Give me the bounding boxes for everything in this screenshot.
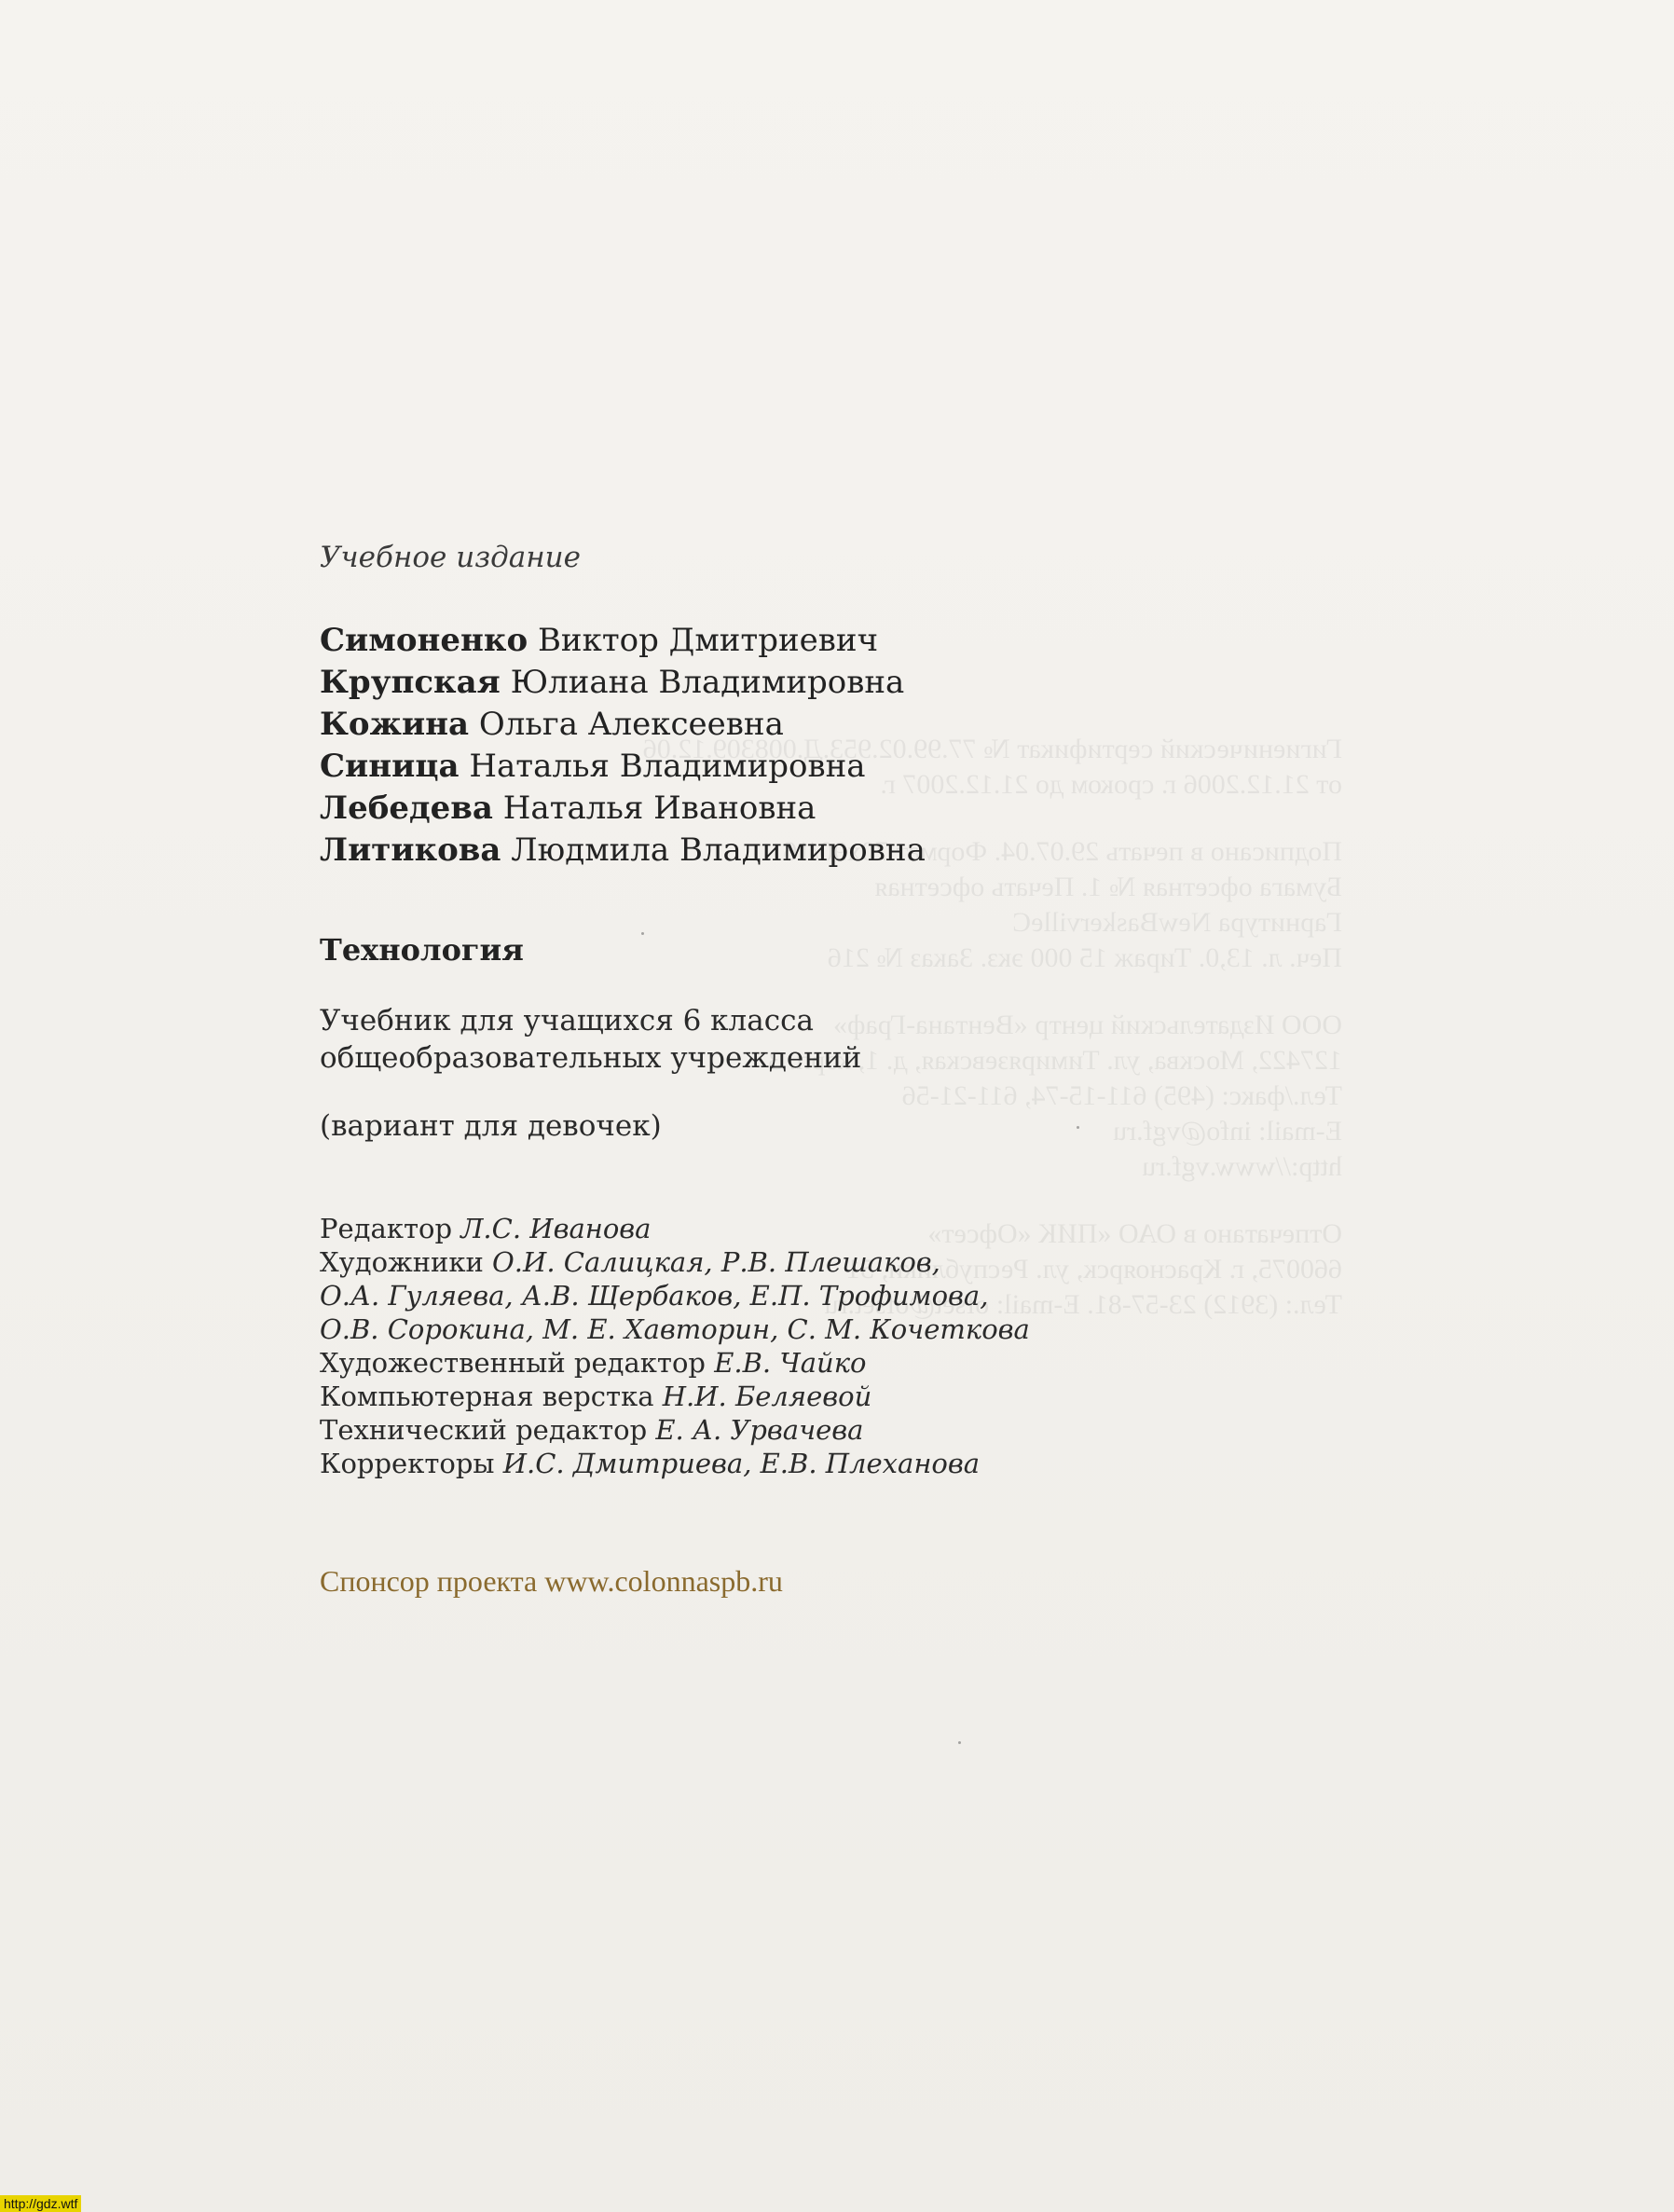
credit-name: Н.И. Беляевой: [662, 1381, 872, 1412]
credit-label: Компьютерная верстка: [320, 1381, 654, 1412]
author-row: [320, 620, 926, 662]
author-row: [320, 830, 926, 872]
paper-speck: [1077, 1126, 1079, 1129]
credit-label: Редактор: [320, 1213, 453, 1244]
paper-speck: [641, 932, 644, 935]
credit-editor: [320, 1212, 1030, 1245]
book-subtitle: [320, 1002, 861, 1077]
author-row: [320, 746, 926, 788]
show-through-line: Тел.: (3912) 23-57-81. E-mail: ofset@ofset.ru: [824, 1289, 1342, 1320]
show-through-line: E-mail: info@vgf.ru: [1113, 1116, 1342, 1147]
show-through-line: Печ. л. 13,0. Тираж 15 000 экз. Заказ № 216: [827, 942, 1342, 973]
subtitle-line: Учебник для учащихся 6 класса: [320, 1004, 814, 1037]
author-surname: Литикова: [320, 831, 501, 869]
credit-name: Л.С. Иванова: [460, 1213, 652, 1244]
credit-label: Художники: [320, 1246, 484, 1278]
credit-artists-cont: [320, 1312, 1030, 1346]
author-row: [320, 704, 926, 746]
watermark-link[interactable]: http://gdz.wtf: [0, 2195, 81, 2212]
author-surname: Крупская: [320, 664, 501, 701]
credit-proofreaders: [320, 1447, 1030, 1480]
show-through-line: Подписано в печать 29.07.04. Формат 70х90/16: [783, 836, 1342, 867]
author-given-name: Наталья Владимировна: [469, 748, 866, 785]
credit-name: О.И. Салицкая, Р.В. Плешаков,: [492, 1246, 940, 1278]
credit-name: И.С. Дмитриева, Е.В. Плеханова: [502, 1448, 981, 1479]
sponsor-line: Спонсор проекта www.colonnaspb.ru: [320, 1564, 783, 1598]
author-given-name: Наталья Ивановна: [502, 790, 816, 827]
show-through-line: от 21.12.2006 г. сроком до 21.12.2007 г.: [880, 769, 1342, 800]
credit-label: Корректоры: [320, 1448, 495, 1479]
credit-name: О.А. Гуляева, А.В. Щербаков, Е.П. Трофимова,: [320, 1280, 989, 1312]
credit-name: О.В. Сорокина, М. Е. Хавторин, С. М. Кочеткова: [320, 1313, 1030, 1345]
show-through-line: 660075, г. Красноярск, ул. Республики, 51: [846, 1254, 1342, 1285]
credit-name: Е. А. Урвачева: [655, 1414, 864, 1446]
credit-artists: [320, 1245, 1030, 1279]
show-through-line: Гарнитура NewBaskervilleC: [1012, 907, 1342, 938]
author-surname: Синица: [320, 748, 460, 785]
show-through-line: Тел./факс: (495) 611-15-74, 611-21-56: [901, 1080, 1342, 1111]
authors-list: [320, 620, 926, 872]
paper-speck: [958, 1741, 961, 1744]
author-row: [320, 662, 926, 704]
author-surname: Симоненко: [320, 622, 528, 659]
show-through-line: http://www.vgf.ru: [1142, 1151, 1342, 1182]
credits-block: [320, 1212, 1030, 1480]
author-given-name: Людмила Владимировна: [511, 831, 926, 869]
credit-name: Е.В. Чайко: [714, 1347, 867, 1379]
subtitle-line: общеобразовательных учреждений: [320, 1041, 862, 1075]
edition-type: Учебное издание: [320, 541, 581, 574]
credit-label: Художественный редактор: [320, 1347, 706, 1379]
credit-tech-editor: [320, 1413, 1030, 1447]
show-through-line: 127422, Москва, ул. Тимирязевская, д. 1, корп. 3: [768, 1045, 1342, 1076]
credit-layout: [320, 1380, 1030, 1413]
show-through-line: Гигиенический сертификат № 77.99.02.953.Д.008309.12.06: [642, 734, 1342, 764]
author-surname: Кожина: [320, 706, 470, 743]
author-given-name: Юлиана Владимировна: [510, 664, 905, 701]
show-through-line: ООО Издательский центр «Вентана-Граф»: [833, 1010, 1342, 1040]
credit-artists-cont: [320, 1279, 1030, 1312]
author-row: [320, 788, 926, 830]
author-surname: Лебедева: [320, 790, 493, 827]
book-variant: (вариант для девочек): [320, 1109, 662, 1143]
credit-label: Технический редактор: [320, 1414, 648, 1446]
credit-art-editor: [320, 1346, 1030, 1380]
show-through-line: Бумага офсетная № 1. Печать офсетная: [874, 872, 1342, 902]
book-title: Технология: [320, 932, 524, 968]
author-given-name: Виктор Дмитриевич: [537, 622, 879, 659]
author-given-name: Ольга Алексеевна: [478, 706, 784, 743]
show-through-line: Отпечатано в ОАО «ПИК «Офсет»: [927, 1218, 1342, 1249]
